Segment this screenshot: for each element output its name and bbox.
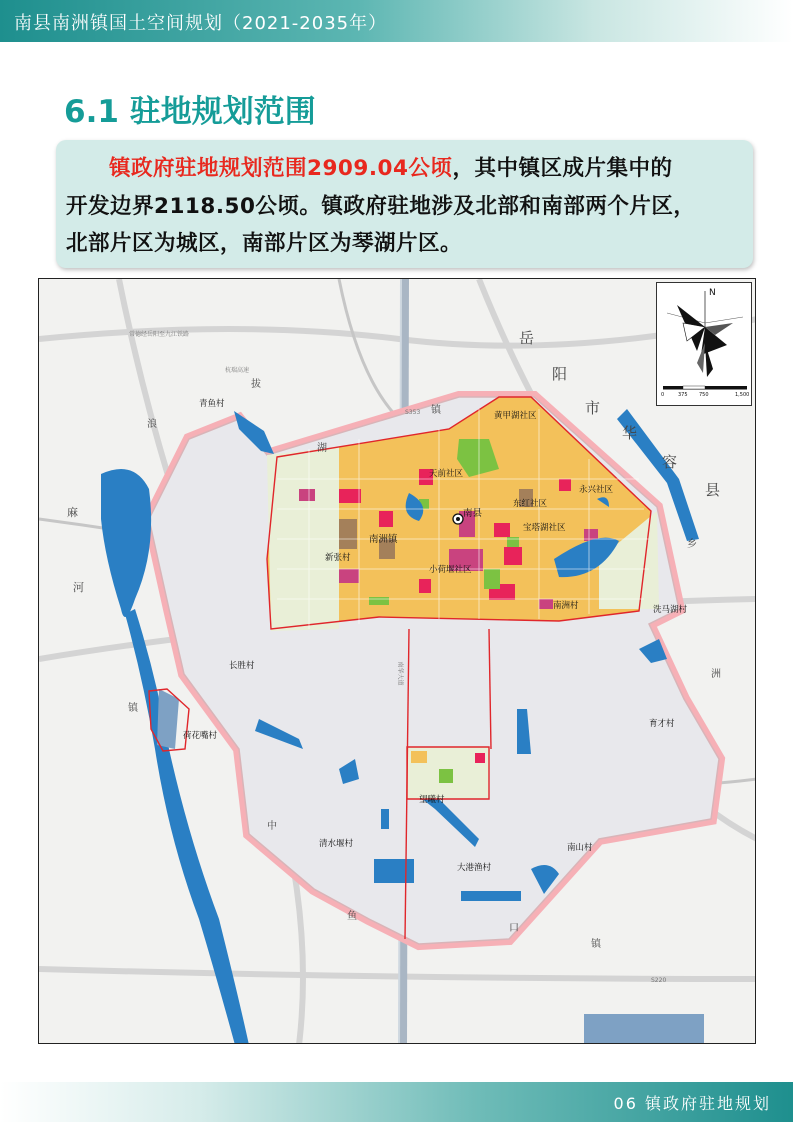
place-label: 宝塔湖社区 [523, 523, 566, 533]
road-label: 南华大道 [396, 661, 404, 686]
place-label: 南县 [463, 508, 483, 519]
scale-750: 750 [699, 392, 709, 398]
region-label: 湖 [317, 443, 327, 454]
place-label: 新张村 [325, 553, 351, 563]
place-label: 清水堰村 [319, 839, 354, 849]
road-label: 杭瑞高速 [225, 367, 250, 374]
document-title: 南县南洲镇国土空间规划（2021-2035年） [14, 13, 388, 34]
summary-highlight: 镇政府驻地规划范围2909.04公顷 [109, 156, 453, 181]
summary-line2: 开发边界2118.50公顷。镇政府驻地涉及北部和南部两个片区， [66, 193, 696, 219]
place-label: 大港渔村 [457, 863, 492, 873]
north-arrow-icon [657, 283, 753, 407]
region-label: 河 [73, 581, 84, 594]
footer-chapter: 06 镇政府驻地规划 [613, 1094, 771, 1113]
scale-0: 0 [661, 392, 665, 398]
place-label: 长胜村 [229, 661, 255, 671]
region-label: 镇 [591, 939, 601, 950]
summary-line1: ，其中镇区成片集中的 [452, 156, 673, 181]
place-label: 东红社区 [513, 499, 548, 509]
summary-line3: 北部片区为城区，南部片区为琴湖片区。 [66, 231, 463, 256]
region-label: 容 [662, 453, 678, 471]
place-label: 青鱼村 [199, 399, 225, 409]
place-label: 黄甲湖社区 [494, 411, 537, 421]
place-label: 小荷堰社区 [429, 565, 472, 575]
scale-1500: 1,500 [735, 392, 750, 398]
north-label: N [709, 288, 716, 298]
road-label: S220 [651, 977, 667, 984]
region-label: 拔 [251, 379, 261, 390]
place-label: 南山村 [567, 843, 593, 853]
region-label: 岳 [519, 329, 535, 347]
section-title: 6.1 驻地规划范围 [64, 94, 316, 130]
place-label: 永兴社区 [579, 485, 614, 495]
region-label: 县 [705, 481, 721, 499]
region-label: 乡 [687, 539, 697, 550]
place-label: 洗马湖村 [653, 605, 688, 615]
region-label: 洲 [711, 669, 721, 680]
region-label: 口 [509, 923, 519, 934]
planning-map [38, 278, 756, 1044]
place-label: 天前社区 [429, 469, 464, 479]
region-label: 镇 [431, 405, 441, 416]
place-label: 南洲镇 [369, 534, 398, 545]
summary-text [66, 150, 746, 263]
region-label: 镇 [128, 703, 138, 714]
place-label: 荷花嘴村 [183, 731, 218, 741]
region-label: 阳 [552, 365, 568, 383]
region-label: 华 [622, 424, 638, 442]
compass-scale [656, 282, 752, 406]
region-label: 麻 [67, 506, 78, 519]
scale-375: 375 [678, 392, 688, 398]
road-label: 常德经岳阳至九江铁路 [129, 331, 190, 338]
place-label: 育才村 [649, 719, 675, 729]
region-label: 浪 [147, 419, 157, 430]
place-label: 南洲村 [553, 601, 579, 611]
region-label: 鱼 [347, 911, 357, 922]
region-label: 中 [267, 821, 277, 832]
place-label: 望曦村 [419, 795, 445, 805]
region-label: 市 [585, 399, 601, 417]
road-label: S353 [405, 409, 421, 416]
